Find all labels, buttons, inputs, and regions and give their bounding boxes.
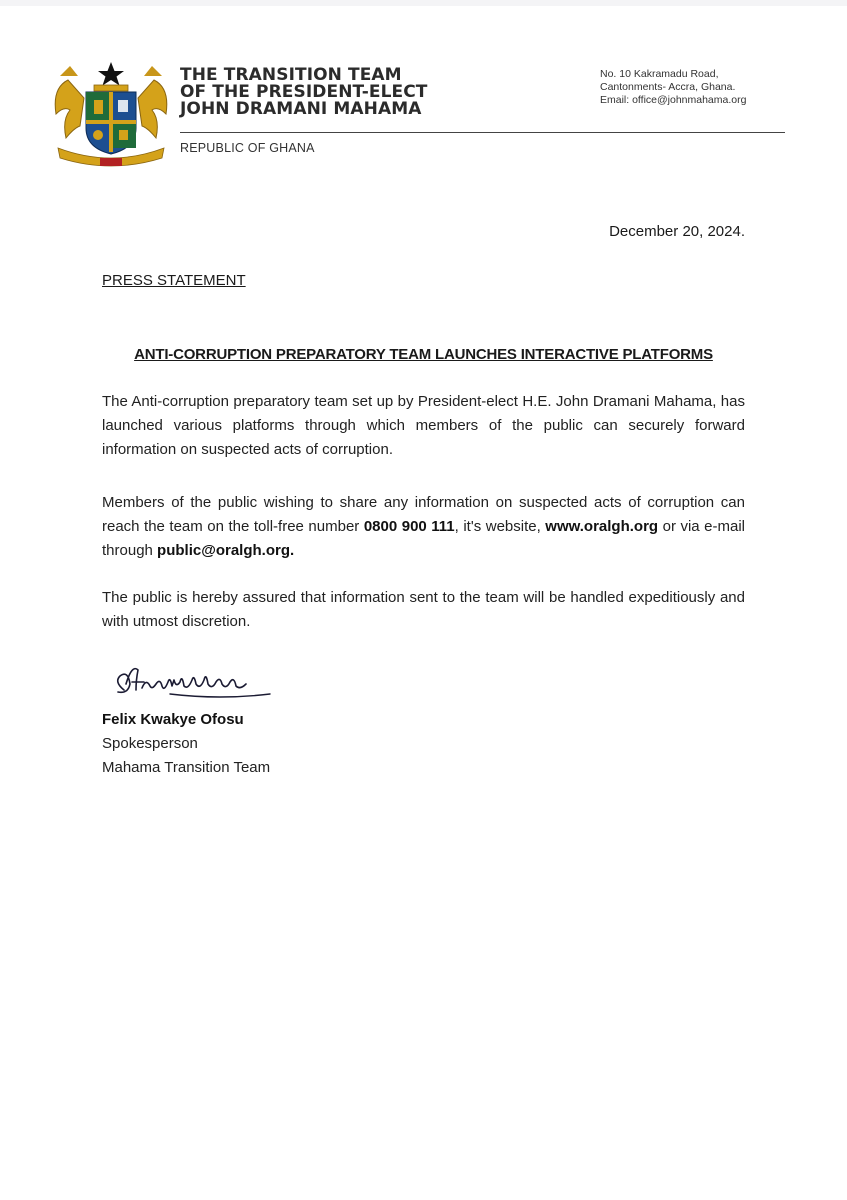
republic-label: REPUBLIC OF GHANA [180, 141, 315, 155]
org-name-line1: THE TRANSITION TEAM [180, 65, 402, 85]
paragraph-2-text3: or via e-mail through [102, 518, 746, 559]
statement-date: December 20, 2024. [609, 223, 745, 240]
website-link[interactable]: www.oralgh.org [545, 518, 659, 535]
org-name-line2: OF THE PRESIDENT-ELECT [180, 82, 428, 102]
paragraph-2-text2: , it's website, [454, 518, 546, 535]
paragraph-2 [102, 491, 745, 563]
address-email: Email: office@johnmahama.org [600, 94, 747, 106]
signatory-name: Felix Kwakye Ofosu [102, 711, 244, 728]
signatory-block [102, 708, 270, 780]
toll-free-number: 0800 900 111 [363, 518, 455, 535]
signatory-team: Mahama Transition Team [102, 759, 271, 776]
signatory-title: Spokesperson [102, 735, 198, 752]
address-block [600, 68, 746, 107]
org-name-line3: JOHN DRAMANI MAHAMA [180, 99, 422, 119]
paragraph-1: The Anti-corruption preparatory team set up by President-elect H.E. John Dramani Mahama, has launched various platforms through which members of the public can securely forward information on suspected acts of corruption. [102, 393, 745, 458]
ghana-coat-of-arms-icon [50, 58, 172, 170]
organization-name [180, 67, 428, 118]
handwritten-signature [110, 660, 280, 708]
address-line1: No. 10 Kakramadu Road, [600, 68, 719, 80]
letterhead-divider [180, 132, 785, 133]
letter-page [0, 6, 847, 1200]
paragraph-3: The public is hereby assured that information sent to the team will be handled expeditiously and with utmost discretion. [102, 589, 745, 630]
headline: ANTI-CORRUPTION PREPARATORY TEAM LAUNCHES INTERACTIVE PLATFORMS [134, 346, 713, 363]
paragraph-2-text1: Members of the public wishing to share any information on suspected acts of corruption can reach the team on the toll-free number [102, 494, 745, 535]
press-statement-label: PRESS STATEMENT [102, 272, 246, 289]
address-line2: Cantonments- Accra, Ghana. [600, 81, 736, 93]
email-link[interactable]: public@oralgh.org. [157, 542, 295, 559]
